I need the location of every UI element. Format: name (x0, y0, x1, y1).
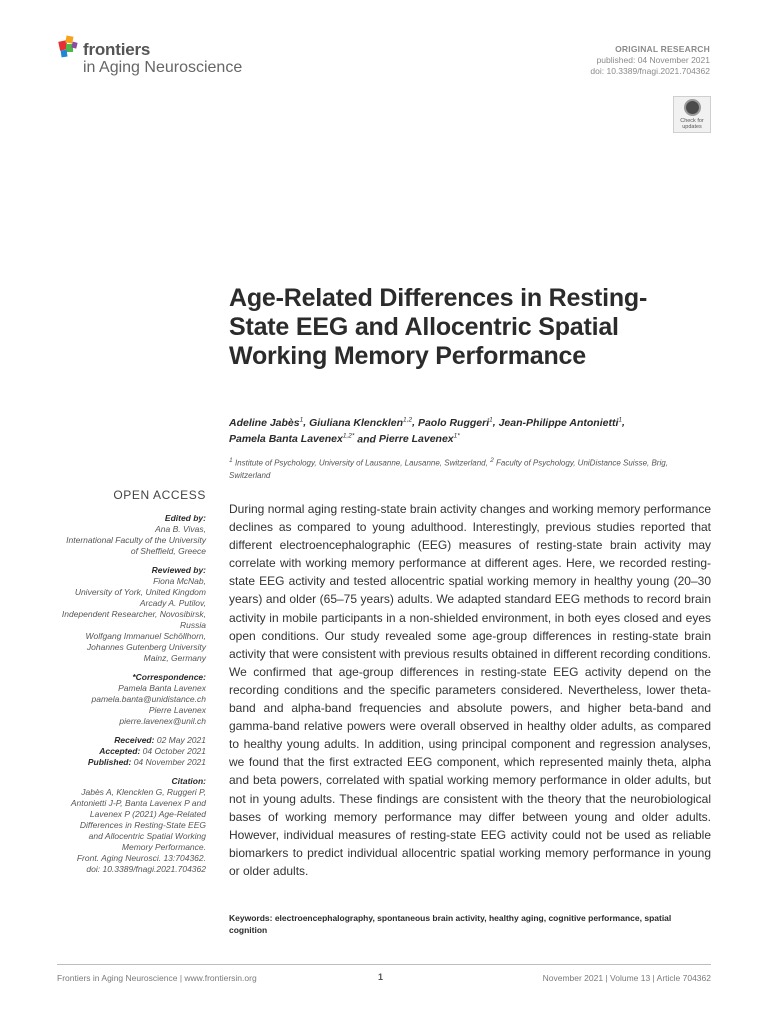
article-meta (590, 44, 710, 77)
published-date: published: 04 November 2021 (596, 55, 710, 65)
open-access-label: OPEN ACCESS (113, 488, 206, 502)
journal-name: in Aging Neuroscience (83, 59, 243, 76)
frontiers-logo-icon (57, 35, 81, 59)
article-title: Age-Related Differences in Resting-State EEG and Allocentric Spatial Working Memory Performance (229, 284, 648, 370)
author[interactable]: Paolo Ruggeri$^1$ (417, 416, 493, 429)
reviewed-by: Reviewed by: Fiona McNab, University of York, United Kingdom Arcady A. Putilov, Independent Researcher, Novosibirsk, Russia Wolfgang Immanuel Schöllhorn, Johannes Gutenberg University Mainz, Germany (61, 565, 206, 663)
email-link[interactable]: pamela.banta@unidistance.ch (91, 694, 206, 704)
footer-issue: November 2021 | Volume 13 | Article 704362 (542, 973, 711, 983)
email-link[interactable]: pierre.lavenex@unil.ch (119, 716, 206, 726)
footer-journal[interactable]: Frontiers in Aging Neuroscience | www.frontiersin.org (57, 973, 257, 983)
keywords: Keywords: electroencephalography, spontaneous brain activity, healthy aging, cognitive performance, spatial cognition (229, 913, 672, 935)
crossmark-icon (684, 99, 701, 116)
journal-logo[interactable] (57, 35, 287, 85)
author[interactable]: Giuliana Klencklen$^{1,2}$ (309, 416, 413, 429)
citation: Citation: Jabès A, Klencklen G, Ruggeri P, Antonietti J-P, Banta Lavenex P and Lavenex P (2021) Age-Related Differences in Resting-State EEG and Allocentric Spatial Working Memory Performance. Front. Aging Neurosci. 13:704362. doi: 10.3389/fnagi.2021.704362 (70, 776, 206, 874)
abstract: During normal aging resting-state brain activity changes and working memory performance declines as compared to young adulthood. Interestingly, previous studies reported that different electroencephalographic (EEG) measures of resting-state brain activity may correlate with working memory performance at different ages. Here, we recorded resting-state EEG activity and tested allocentric spatial working memory in healthy young (20–30 years) and older (65–75 years) adults. We adapted standard EEG methods to record brain activity in mobile participants in a non-shielded environment, in both eyes closed and eyes open conditions. Our study revealed some age-group differences in resting-state brain activity that were consistent with previous results obtained in different recording conditions. We confirmed that age-group differences in resting-state EEG activity depend on the recording conditions and the specific parameters considered. Nevertheless, lower theta-band and alpha-band frequencies and absolute powers, and higher beta-band and gamma-band relative powers were overall observed in healthy older adults, as compared to healthy young adults. In addition, using principal component and regression analyses, we found that the first extracted EEG component, which represented mainly theta, alpha and beta powers, correlated with spatial working memory performance in older adults, but not in young adults. These findings are consistent with the theory that the neurobiological bases of working memory performance may differ between young and older adults. However, individual measures of resting-state EEG activity could not be used as reliable biomarkers to predict individual allocentric spatial working memory performance in young or older adults. (229, 502, 711, 878)
check-for-updates-badge[interactable] (673, 96, 711, 133)
crossmark-label: Check for updates (680, 118, 704, 130)
page-number: 1 (378, 972, 384, 982)
author[interactable]: Jean-Philippe Antonietti$^1$ (498, 416, 622, 429)
affiliations: $^1$ Institute of Psychology, University of Lausanne, Lausanne, Switzerland, $^2$ Faculty of Psychology, UniDistance Suisse, Brig, Switzerland (229, 457, 668, 480)
edited-by: Edited by: Ana B. Vivas, International Faculty of the University of Sheffield, Greece (66, 513, 206, 556)
author[interactable]: Adeline Jabès$^1$ (229, 416, 304, 429)
article-sidebar (50, 488, 206, 883)
footer-divider (57, 964, 711, 965)
author[interactable]: Pierre Lavenex$^{1*}$ (378, 432, 460, 445)
brand-name: frontiers (83, 40, 151, 59)
article-dates: Received: 02 May 2021 Accepted: 04 October 2021 Published: 04 November 2021 (87, 735, 206, 767)
correspondence: *Correspondence: Pamela Banta Lavenex pamela.banta@unidistance.ch Pierre Lavenex pierre.lavenex@unil.ch (50, 672, 206, 727)
author[interactable]: Pamela Banta Lavenex$^{1,2*}$ (229, 432, 355, 445)
article-type: ORIGINAL RESEARCH (615, 44, 710, 54)
author-list: Adeline Jabès$^1$, Giuliana Klencklen$^{1,2}$, Paolo Ruggeri$^1$, Jean-Philippe Antonietti$^1$, Pamela Banta Lavenex$^{1,2*}$ and Pierre Lavenex$^{1*}$ (229, 416, 625, 445)
article-doi[interactable]: doi: 10.3389/fnagi.2021.704362 (590, 66, 710, 76)
